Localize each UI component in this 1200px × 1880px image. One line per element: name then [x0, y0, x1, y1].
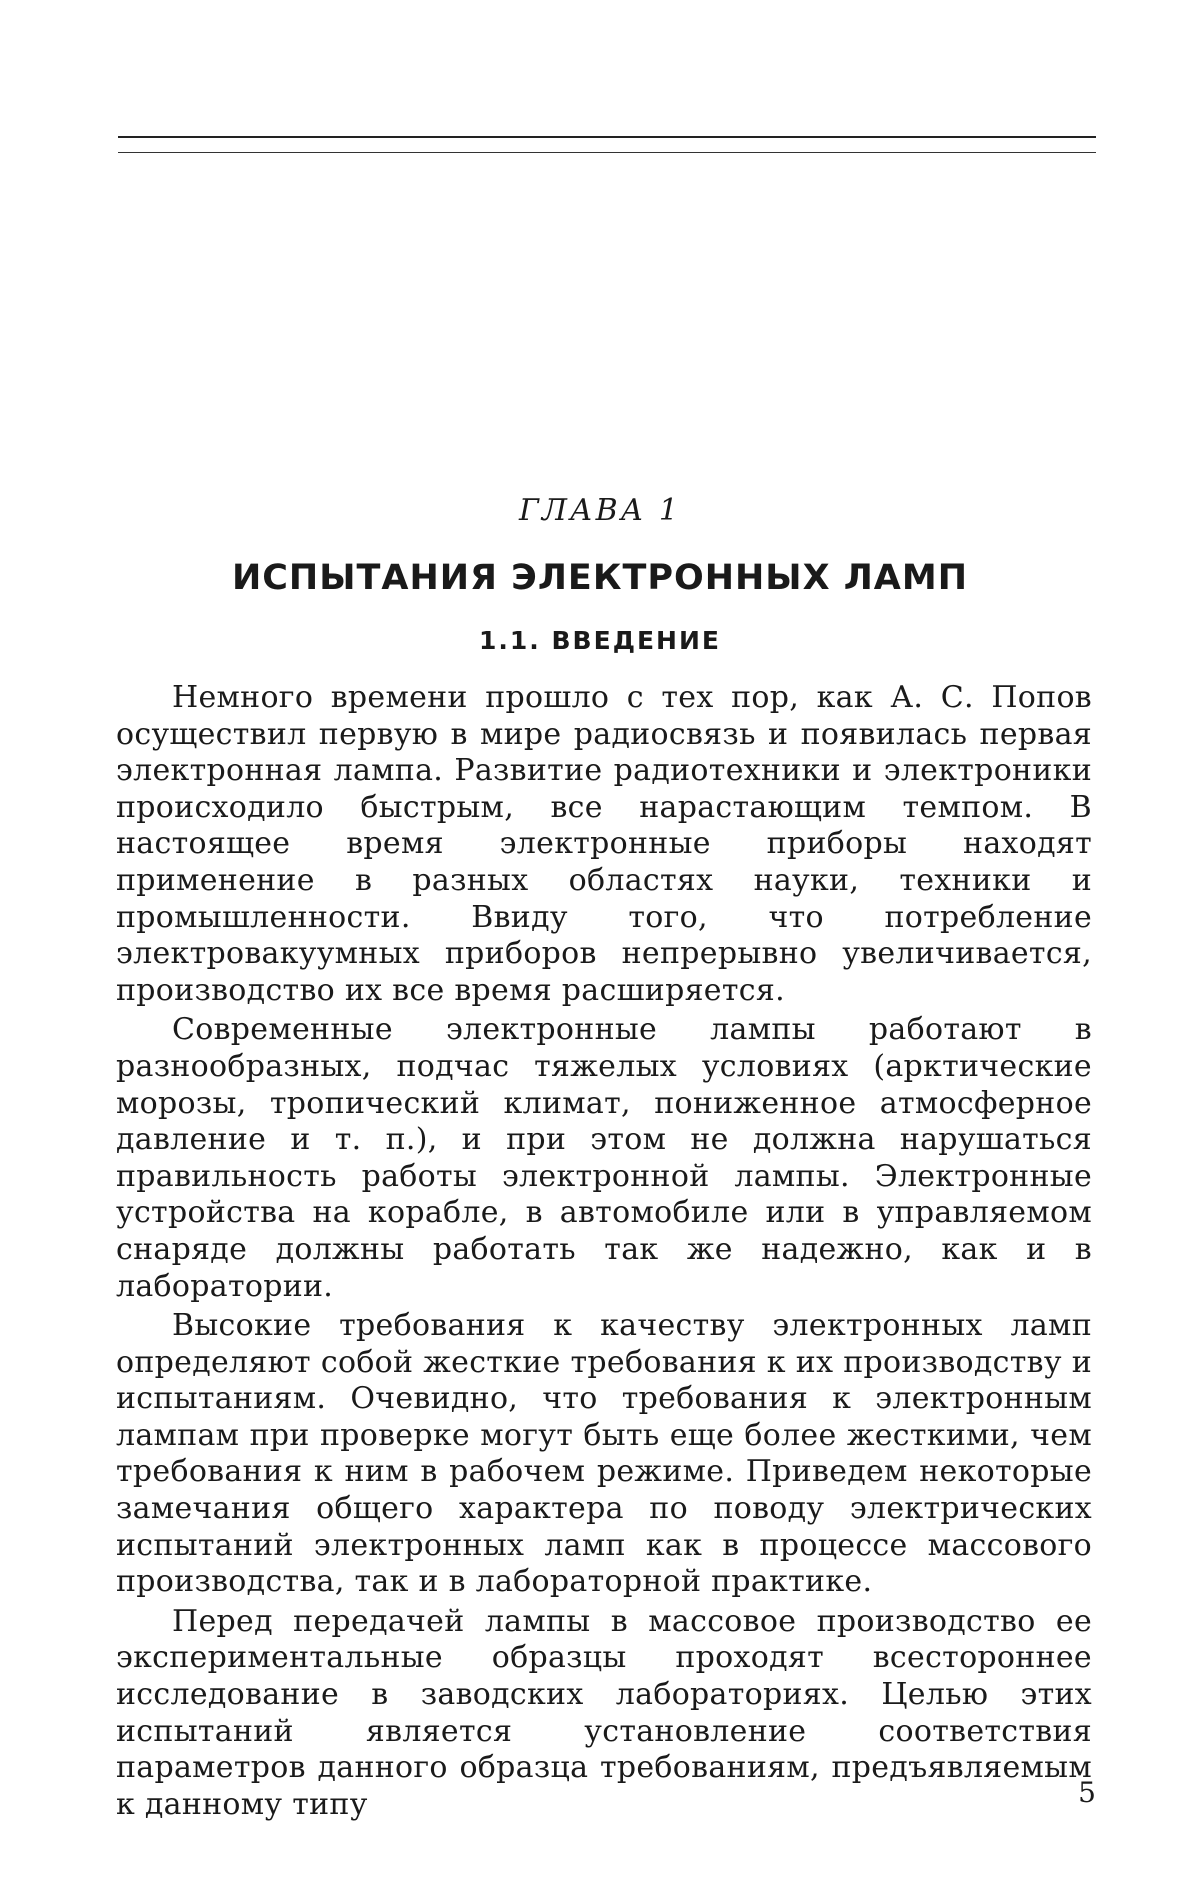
page-number: 5 — [1078, 1776, 1096, 1809]
paragraph: Немного времени прошло с тех пор, как А. С. Попов осуществил первую в мире радиосвязь и появилась первая электронная лампа. Развитие радиотехники и электроники происходило быстрым, все нарастающим темпом. В настоящее время электронные приборы находят применение в разных областях науки, техники и промышленности. Ввиду того, что потребление электровакуумных приборов непрерывно увеличивается, производство их все время расширяется. — [116, 680, 1092, 1008]
body-text — [116, 680, 1092, 1826]
section-title: 1.1. ВВЕДЕНИЕ — [479, 626, 721, 655]
chapter-label: ГЛАВА 1 — [518, 493, 681, 528]
chapter-title: ИСПЫТАНИЯ ЭЛЕКТРОННЫХ ЛАМП — [231, 558, 969, 598]
paragraph: Перед передачей лампы в массовое производство ее экспериментальные образцы проходят всестороннее исследование в заводских лабораториях. Целью этих испытаний является установление соответствия параметров данного образца требованиям, предъявляемым к данному типу — [116, 1603, 1092, 1822]
header-rule-top — [118, 136, 1096, 138]
paragraph: Высокие требования к качеству электронных ламп определяют собой жесткие требования к их производству и испытаниям. Очевидно, что требования к электронным лампам при проверке могут быть еще более жесткими, чем требования к ним в рабочем режиме. Приведем некоторые замечания общего характера по поводу электрических испытаний электронных ламп как в процессе массового производства, так и в лабораторной практике. — [116, 1308, 1092, 1600]
header-rule-bottom — [118, 152, 1096, 153]
paragraph: Современные электронные лампы работают в разнообразных, подчас тяжелых условиях (арктические морозы, тропический климат, пониженное атмосферное давление и т. п.), и при этом не должна нарушаться правильность работы электронной лампы. Электронные устройства на корабле, в автомобиле или в управляемом снаряде должны работать так же надежно, как и в лаборатории. — [116, 1012, 1092, 1304]
